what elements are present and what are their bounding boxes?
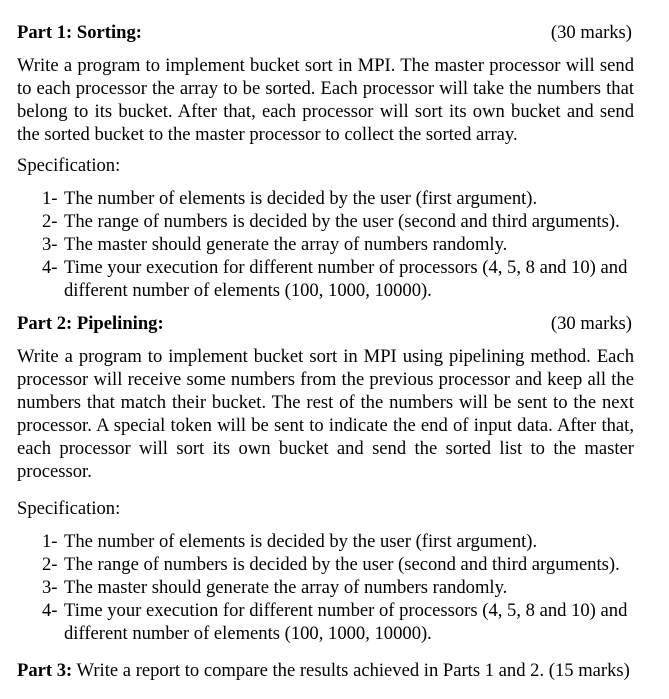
part1-heading: [17, 21, 634, 44]
spec-item-text: The master should generate the array of numbers randomly.: [64, 234, 508, 255]
spec-item-text: The master should generate the array of numbers randomly.: [64, 577, 508, 598]
part2-spec-item: [17, 576, 634, 599]
spec-item-text: The range of numbers is decided by the user (second and third arguments).: [64, 554, 620, 575]
spec-item-number: 4-: [42, 257, 58, 278]
spec-item-number: 3-: [42, 577, 58, 598]
part2-section: [17, 312, 634, 645]
part3-paragraph: [17, 659, 634, 682]
part2-title: Part 2: Pipelining:: [17, 313, 164, 334]
part2-spec-list: [17, 530, 634, 645]
part3-text: Write a report to compare the results achieved in Parts 1 and 2. (15 marks): [72, 660, 630, 681]
part2-marks: (30 marks): [550, 313, 632, 334]
part1-section: [17, 21, 634, 302]
part2-description: Write a program to implement bucket sort in MPI using pipelining method. Each processor will receive some numbers from the previous processor and keep all the numbers that match their bucket. The rest of the numbers will be sent to the next processor. A special token will be sent to indicate the end of input data. After that, each processor will sort its own bucket and send the sorted list to the master processor.: [17, 346, 634, 482]
spec-item-text: Time your execution for different number of processors (4, 5, 8 and 10) and different number of elements (100, 1000, 10000).: [64, 600, 628, 644]
part3-label: Part 3:: [17, 660, 73, 681]
part2-spec-item: [17, 530, 634, 553]
spec-item-text: The number of elements is decided by the user (first argument).: [64, 531, 538, 552]
part2-spec-label: Specification:: [17, 498, 121, 519]
part1-spec-item: [17, 233, 634, 256]
part1-spec-item: [17, 187, 634, 210]
spec-item-number: 3-: [42, 234, 58, 255]
spec-item-number: 2-: [42, 554, 58, 575]
part2-spec-item: [17, 599, 634, 645]
part1-spec-item: [17, 256, 634, 302]
part1-title: Part 1: Sorting:: [17, 22, 142, 43]
spec-item-text: The range of numbers is decided by the user (second and third arguments).: [64, 211, 620, 232]
part1-marks: (30 marks): [550, 22, 632, 43]
assignment-document: [17, 21, 634, 682]
part1-spec-list: [17, 187, 634, 302]
spec-item-number: 4-: [42, 600, 58, 621]
spec-item-text: The number of elements is decided by the user (first argument).: [64, 188, 538, 209]
part1-spec-item: [17, 210, 634, 233]
part2-heading: [17, 312, 634, 335]
spec-item-number: 1-: [42, 531, 58, 552]
part1-description: Write a program to implement bucket sort in MPI. The master processor will send to each processor the array to be sorted. Each processor will take the numbers that belong to its bucket. After that, each processor will sort its own bucket and send the sorted bucket to the master processor to collect the sorted array.: [17, 55, 634, 145]
part2-spec-item: [17, 553, 634, 576]
spec-item-number: 1-: [42, 188, 58, 209]
spec-item-number: 2-: [42, 211, 58, 232]
part1-spec-label: Specification:: [17, 155, 121, 176]
spec-item-text: Time your execution for different number of processors (4, 5, 8 and 10) and different number of elements (100, 1000, 10000).: [64, 257, 628, 301]
